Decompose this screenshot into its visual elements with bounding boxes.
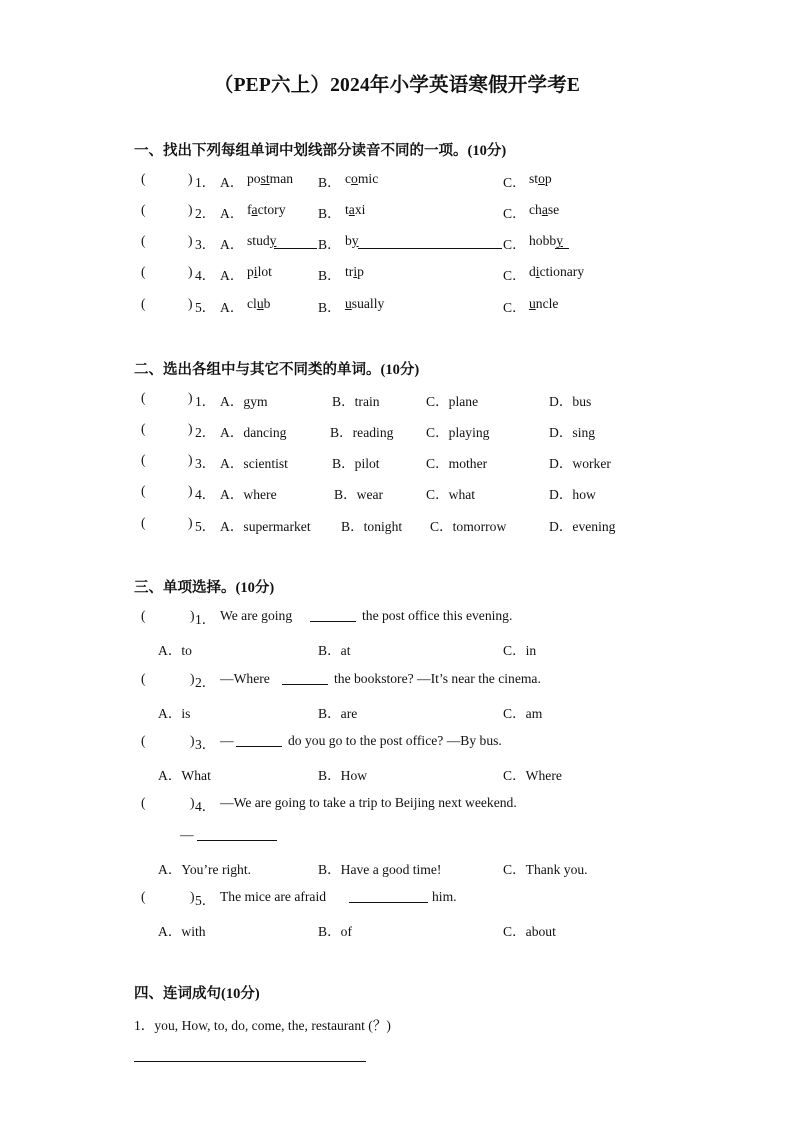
answer-paren-open: ( bbox=[141, 733, 146, 748]
option-a[interactable]: A．to bbox=[158, 643, 192, 658]
s2-question-4 bbox=[0, 483, 794, 505]
s3-options-1 bbox=[0, 639, 794, 661]
answer-paren-open: ( bbox=[141, 233, 146, 248]
question-text-start: —Where bbox=[220, 671, 270, 686]
option-b[interactable]: B．at bbox=[318, 643, 351, 658]
option-b[interactable]: B．How bbox=[318, 768, 368, 783]
option-c-label[interactable]: C． bbox=[503, 206, 526, 221]
question-text-end: him. bbox=[432, 889, 457, 904]
word-suffix: man bbox=[269, 171, 294, 186]
word-suffix: ctory bbox=[257, 202, 286, 217]
word-prefix: t bbox=[345, 202, 349, 217]
answer-blank[interactable] bbox=[349, 889, 428, 903]
s3-options-4 bbox=[0, 858, 794, 880]
question-number: 3． bbox=[195, 237, 216, 252]
word-suffix: p bbox=[357, 264, 364, 279]
word-prefix: c bbox=[345, 171, 352, 186]
option-a[interactable]: A．with bbox=[158, 924, 206, 939]
option-d[interactable]: D．sing bbox=[549, 425, 596, 440]
answer-paren-open: ( bbox=[141, 390, 146, 405]
answer-paren-open: ( bbox=[141, 671, 146, 686]
option-a-label[interactable]: A． bbox=[220, 206, 244, 221]
option-c[interactable]: C．Where bbox=[503, 768, 562, 783]
answer-paren-open: ( bbox=[141, 483, 146, 498]
word-prefix: st bbox=[529, 171, 539, 186]
underlined-letters: i bbox=[353, 264, 358, 279]
answer-paren-open: ( bbox=[141, 171, 146, 186]
option-c-word[interactable] bbox=[529, 202, 559, 218]
underlined-letters: u bbox=[256, 296, 264, 311]
answer-paren-close[interactable]: ) bbox=[188, 452, 193, 467]
underlined-letters: y bbox=[556, 233, 563, 248]
option-c[interactable]: C．in bbox=[503, 643, 537, 658]
question-number: 1． bbox=[195, 175, 216, 190]
answer-paren-open: ( bbox=[141, 515, 146, 530]
option-b[interactable]: B．tonight bbox=[341, 519, 403, 534]
option-a-label[interactable]: A． bbox=[220, 300, 244, 315]
option-b[interactable]: B．are bbox=[318, 706, 358, 721]
reply-dash: — bbox=[180, 827, 194, 842]
option-b-word[interactable] bbox=[345, 171, 378, 187]
answer-paren-close[interactable]: ) bbox=[190, 671, 195, 686]
word-suffix: ncle bbox=[535, 296, 559, 311]
option-c-label[interactable]: C． bbox=[503, 268, 526, 283]
option-a-label[interactable]: A． bbox=[220, 175, 244, 190]
answer-paren-open: ( bbox=[141, 608, 146, 623]
s2-question-1 bbox=[0, 390, 794, 412]
option-b[interactable]: B．pilot bbox=[332, 456, 380, 471]
answer-paren-close[interactable]: ) bbox=[190, 889, 195, 904]
answer-paren-open: ( bbox=[141, 452, 146, 467]
answer-paren-open: ( bbox=[141, 795, 146, 810]
s1-question-5 bbox=[0, 296, 794, 318]
underlined-letters: o bbox=[351, 171, 358, 186]
word-prefix: d bbox=[529, 264, 536, 279]
option-c-word[interactable] bbox=[529, 296, 558, 312]
answer-paren-open: ( bbox=[141, 421, 146, 436]
option-b-label[interactable]: B． bbox=[318, 237, 341, 252]
option-a[interactable]: A．What bbox=[158, 768, 211, 783]
answer-paren-close[interactable]: ) bbox=[188, 233, 193, 248]
option-a-word[interactable] bbox=[247, 296, 270, 312]
answer-blank[interactable] bbox=[310, 608, 356, 622]
question-number: 5． bbox=[195, 519, 216, 534]
option-a-label[interactable]: A． bbox=[220, 268, 244, 283]
option-c[interactable]: C．tomorrow bbox=[430, 519, 507, 534]
option-b-label[interactable]: B． bbox=[318, 206, 341, 221]
underlined-letters: st bbox=[260, 171, 270, 186]
underlined-letters: y bbox=[269, 233, 277, 248]
word-suffix: xi bbox=[354, 202, 366, 217]
question-number: 2． bbox=[195, 675, 216, 690]
underlined-letters: i bbox=[535, 264, 540, 279]
s1-question-3 bbox=[0, 233, 794, 255]
section-3-heading: 三、单项选择。(10分) bbox=[134, 580, 275, 596]
underlined-letters: a bbox=[541, 202, 548, 217]
underlined-letters: o bbox=[538, 171, 545, 186]
option-a[interactable]: A．supermarket bbox=[220, 519, 311, 534]
s3-question-4-reply bbox=[0, 827, 794, 849]
option-c-word[interactable] bbox=[529, 171, 552, 187]
question-number: 5． bbox=[195, 300, 216, 315]
question-text-end: the bookstore? —It’s near the cinema. bbox=[334, 671, 541, 686]
option-a[interactable]: A．gym bbox=[220, 394, 268, 409]
option-d[interactable]: D．bus bbox=[549, 394, 592, 409]
option-b-label[interactable]: B． bbox=[318, 268, 341, 283]
answer-paren-close[interactable]: ) bbox=[188, 390, 193, 405]
answer-paren-close[interactable]: ) bbox=[188, 296, 193, 311]
question-text-end: the post office this evening. bbox=[362, 608, 513, 623]
s3-options-5 bbox=[0, 920, 794, 942]
question-text-start: — bbox=[220, 733, 234, 748]
answer-blank[interactable] bbox=[236, 733, 282, 747]
s1-question-2 bbox=[0, 202, 794, 224]
s4-question-1 bbox=[0, 1014, 794, 1036]
word-prefix: b bbox=[345, 233, 352, 248]
option-a-word[interactable] bbox=[247, 233, 276, 249]
s3-question-5 bbox=[0, 889, 794, 911]
answer-paren-close[interactable]: ) bbox=[190, 608, 195, 623]
s2-question-5 bbox=[0, 515, 794, 537]
question-number: 4． bbox=[195, 487, 216, 502]
option-c[interactable]: C．plane bbox=[426, 394, 479, 409]
word-prefix: po bbox=[247, 171, 261, 186]
question-number: 2． bbox=[195, 206, 216, 221]
option-a-label[interactable]: A． bbox=[220, 237, 244, 252]
option-c[interactable]: C．about bbox=[503, 924, 556, 939]
question-text-end: do you go to the post office? —By bus. bbox=[288, 733, 502, 748]
question-number: 3． bbox=[195, 456, 216, 471]
s3-question-2 bbox=[0, 671, 794, 693]
question-number: 2． bbox=[195, 425, 216, 440]
underline-rule bbox=[555, 248, 569, 249]
s1-question-1 bbox=[0, 171, 794, 193]
word-suffix: b bbox=[263, 296, 271, 311]
word-suffix: lot bbox=[257, 264, 272, 279]
question-number: 4． bbox=[195, 799, 216, 814]
s3-options-3 bbox=[0, 764, 794, 786]
answer-blank[interactable] bbox=[282, 671, 328, 685]
question-number: 1． bbox=[195, 394, 216, 409]
word-suffix: se bbox=[547, 202, 560, 217]
option-c-label[interactable]: C． bbox=[503, 237, 526, 252]
answer-paren-close[interactable]: ) bbox=[188, 515, 193, 530]
answer-paren-close[interactable]: ) bbox=[190, 795, 195, 810]
answer-paren-close[interactable]: ) bbox=[190, 733, 195, 748]
option-c-word[interactable] bbox=[529, 233, 563, 249]
option-b[interactable]: B．train bbox=[332, 394, 380, 409]
s3-options-2 bbox=[0, 702, 794, 724]
s2-question-2 bbox=[0, 421, 794, 443]
s3-question-1 bbox=[0, 608, 794, 630]
question-number: 4． bbox=[195, 268, 216, 283]
underline-rule bbox=[274, 248, 317, 249]
question-text-start: We are going bbox=[220, 608, 293, 623]
option-c[interactable]: C．mother bbox=[426, 456, 488, 471]
option-b-label[interactable]: B． bbox=[318, 175, 341, 190]
underline-rule bbox=[358, 248, 502, 249]
option-b-word[interactable] bbox=[345, 296, 384, 312]
s3-question-4 bbox=[0, 795, 794, 817]
option-c[interactable]: C．what bbox=[426, 487, 476, 502]
answer-paren-close[interactable]: ) bbox=[188, 421, 193, 436]
question-text: 1．you, How, to, do, come, the, restaurant (？) bbox=[134, 1018, 391, 1033]
answer-paren-close[interactable]: ) bbox=[188, 171, 193, 186]
option-d[interactable]: D．worker bbox=[549, 456, 611, 471]
option-c-label[interactable]: C． bbox=[503, 175, 526, 190]
option-b[interactable]: B．Have a good time! bbox=[318, 862, 442, 877]
answer-paren-close[interactable]: ) bbox=[188, 202, 193, 217]
question-text: —We are going to take a trip to Beijing next weekend. bbox=[220, 795, 517, 810]
option-c-word[interactable] bbox=[529, 264, 584, 280]
option-c-label[interactable]: C． bbox=[503, 300, 526, 315]
option-b-word[interactable] bbox=[345, 264, 364, 280]
question-number: 5． bbox=[195, 893, 216, 908]
word-prefix: hobb bbox=[529, 233, 557, 248]
word-suffix: p bbox=[544, 171, 552, 186]
word-suffix: sually bbox=[351, 296, 385, 311]
option-a-word[interactable] bbox=[247, 264, 272, 280]
underlined-letters: a bbox=[348, 202, 355, 217]
option-b[interactable]: B．wear bbox=[334, 487, 384, 502]
word-prefix: p bbox=[247, 264, 254, 279]
answer-paren-open: ( bbox=[141, 202, 146, 217]
answer-line[interactable] bbox=[134, 1061, 366, 1062]
word-prefix: cl bbox=[247, 296, 257, 311]
option-a[interactable]: A．where bbox=[220, 487, 277, 502]
option-b[interactable]: B．of bbox=[318, 924, 352, 939]
option-b-label[interactable]: B． bbox=[318, 300, 341, 315]
answer-paren-close[interactable]: ) bbox=[188, 483, 193, 498]
option-c[interactable]: C．playing bbox=[426, 425, 490, 440]
underlined-letters: u bbox=[345, 296, 352, 311]
section-2-heading: 二、选出各组中与其它不同类的单词。(10分) bbox=[134, 362, 420, 378]
option-a[interactable]: A．is bbox=[158, 706, 191, 721]
option-d[interactable]: D．evening bbox=[549, 519, 616, 534]
word-suffix: mic bbox=[357, 171, 379, 186]
option-b-word[interactable] bbox=[345, 233, 359, 249]
answer-blank[interactable] bbox=[197, 827, 277, 841]
s2-question-3 bbox=[0, 452, 794, 474]
word-prefix: f bbox=[247, 202, 252, 217]
question-number: 1． bbox=[195, 612, 216, 627]
underlined-letters: y bbox=[351, 233, 359, 248]
answer-paren-open: ( bbox=[141, 889, 146, 904]
underlined-letters: i bbox=[253, 264, 258, 279]
answer-paren-open: ( bbox=[141, 264, 146, 279]
option-d[interactable]: D．how bbox=[549, 487, 596, 502]
option-a[interactable]: A．You’re right. bbox=[158, 862, 252, 877]
answer-paren-open: ( bbox=[141, 296, 146, 311]
word-prefix: ch bbox=[529, 202, 542, 217]
question-number: 3． bbox=[195, 737, 216, 752]
option-b-word[interactable] bbox=[345, 202, 365, 218]
option-c[interactable]: C．Thank you. bbox=[503, 862, 588, 877]
option-a-word[interactable] bbox=[247, 202, 286, 218]
underlined-letters: a bbox=[251, 202, 258, 217]
section-1-heading: 一、找出下列每组单词中划线部分读音不同的一项。(10分) bbox=[134, 143, 507, 159]
s3-question-3 bbox=[0, 733, 794, 755]
underlined-letters: u bbox=[529, 296, 536, 311]
question-text-start: The mice are afraid bbox=[220, 889, 327, 904]
answer-paren-close[interactable]: ) bbox=[188, 264, 193, 279]
word-suffix: ctionary bbox=[539, 264, 585, 279]
section-4-heading: 四、连词成句(10分) bbox=[134, 986, 260, 1002]
option-b[interactable]: B．reading bbox=[330, 425, 394, 440]
option-c[interactable]: C．am bbox=[503, 706, 543, 721]
word-prefix: stud bbox=[247, 233, 270, 248]
word-prefix: tr bbox=[345, 264, 354, 279]
option-a[interactable]: A．dancing bbox=[220, 425, 287, 440]
option-a-word[interactable] bbox=[247, 171, 293, 187]
page-title: （PEP六上）2024年小学英语寒假开学考E bbox=[213, 75, 581, 96]
s1-question-4 bbox=[0, 264, 794, 286]
option-a[interactable]: A．scientist bbox=[220, 456, 288, 471]
